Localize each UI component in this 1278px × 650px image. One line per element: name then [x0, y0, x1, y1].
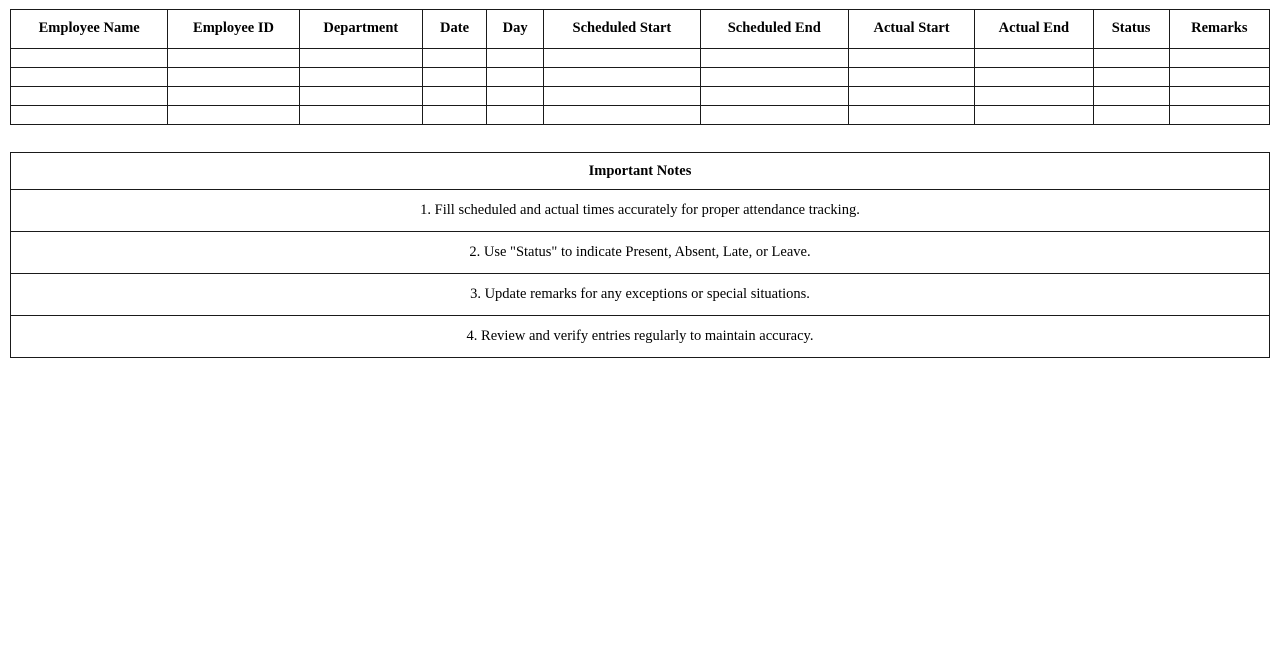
cell-employee-name[interactable]: [11, 49, 168, 68]
cell-scheduled-end[interactable]: [700, 106, 848, 125]
cell-actual-start[interactable]: [848, 49, 974, 68]
cell-remarks[interactable]: [1169, 87, 1269, 106]
cell-status[interactable]: [1093, 87, 1169, 106]
cell-employee-id[interactable]: [168, 106, 299, 125]
cell-employee-name[interactable]: [11, 106, 168, 125]
column-header-status: Status: [1093, 10, 1169, 49]
column-header-date: Date: [422, 10, 486, 49]
list-item: [11, 190, 1270, 232]
cell-actual-end[interactable]: [975, 49, 1093, 68]
list-item: [11, 232, 1270, 274]
cell-employee-name[interactable]: [11, 68, 168, 87]
column-header-actual-end: Actual End: [975, 10, 1093, 49]
column-header-actual-start: Actual Start: [848, 10, 974, 49]
list-item: [11, 316, 1270, 358]
cell-day[interactable]: [487, 68, 544, 87]
cell-scheduled-start[interactable]: [544, 49, 700, 68]
note-item-3: 3. Update remarks for any exceptions or special situations.: [11, 274, 1270, 316]
cell-scheduled-start[interactable]: [544, 106, 700, 125]
notes-title: Important Notes: [11, 153, 1270, 190]
attendance-log-table: [10, 9, 1270, 125]
column-header-scheduled-end: Scheduled End: [700, 10, 848, 49]
cell-day[interactable]: [487, 106, 544, 125]
column-header-day: Day: [487, 10, 544, 49]
cell-date[interactable]: [422, 49, 486, 68]
cell-scheduled-start[interactable]: [544, 87, 700, 106]
cell-date[interactable]: [422, 68, 486, 87]
cell-date[interactable]: [422, 87, 486, 106]
cell-actual-end[interactable]: [975, 106, 1093, 125]
cell-actual-start[interactable]: [848, 106, 974, 125]
cell-department[interactable]: [299, 87, 422, 106]
cell-department[interactable]: [299, 49, 422, 68]
attendance-header-row: [11, 10, 1270, 49]
cell-actual-start[interactable]: [848, 87, 974, 106]
cell-day[interactable]: [487, 49, 544, 68]
cell-department[interactable]: [299, 68, 422, 87]
table-row[interactable]: [11, 106, 1270, 125]
table-row[interactable]: [11, 68, 1270, 87]
column-header-department: Department: [299, 10, 422, 49]
notes-table-container: [10, 152, 1270, 358]
cell-scheduled-end[interactable]: [700, 87, 848, 106]
column-header-employee-name: Employee Name: [11, 10, 168, 49]
attendance-table-container: [10, 9, 1270, 125]
table-row[interactable]: [11, 87, 1270, 106]
cell-employee-id[interactable]: [168, 68, 299, 87]
column-header-remarks: Remarks: [1169, 10, 1269, 49]
cell-actual-start[interactable]: [848, 68, 974, 87]
cell-scheduled-end[interactable]: [700, 68, 848, 87]
list-item: [11, 274, 1270, 316]
cell-status[interactable]: [1093, 106, 1169, 125]
cell-employee-id[interactable]: [168, 87, 299, 106]
cell-employee-id[interactable]: [168, 49, 299, 68]
notes-header-row: [11, 153, 1270, 190]
cell-status[interactable]: [1093, 68, 1169, 87]
note-item-4: 4. Review and verify entries regularly to maintain accuracy.: [11, 316, 1270, 358]
note-item-2: 2. Use "Status" to indicate Present, Absent, Late, or Leave.: [11, 232, 1270, 274]
cell-remarks[interactable]: [1169, 68, 1269, 87]
cell-actual-end[interactable]: [975, 87, 1093, 106]
cell-date[interactable]: [422, 106, 486, 125]
cell-day[interactable]: [487, 87, 544, 106]
cell-status[interactable]: [1093, 49, 1169, 68]
cell-scheduled-start[interactable]: [544, 68, 700, 87]
cell-remarks[interactable]: [1169, 106, 1269, 125]
cell-employee-name[interactable]: [11, 87, 168, 106]
cell-remarks[interactable]: [1169, 49, 1269, 68]
important-notes-table: [10, 152, 1270, 358]
column-header-scheduled-start: Scheduled Start: [544, 10, 700, 49]
column-header-employee-id: Employee ID: [168, 10, 299, 49]
cell-scheduled-end[interactable]: [700, 49, 848, 68]
cell-department[interactable]: [299, 106, 422, 125]
cell-actual-end[interactable]: [975, 68, 1093, 87]
note-item-1: 1. Fill scheduled and actual times accurately for proper attendance tracking.: [11, 190, 1270, 232]
table-row[interactable]: [11, 49, 1270, 68]
